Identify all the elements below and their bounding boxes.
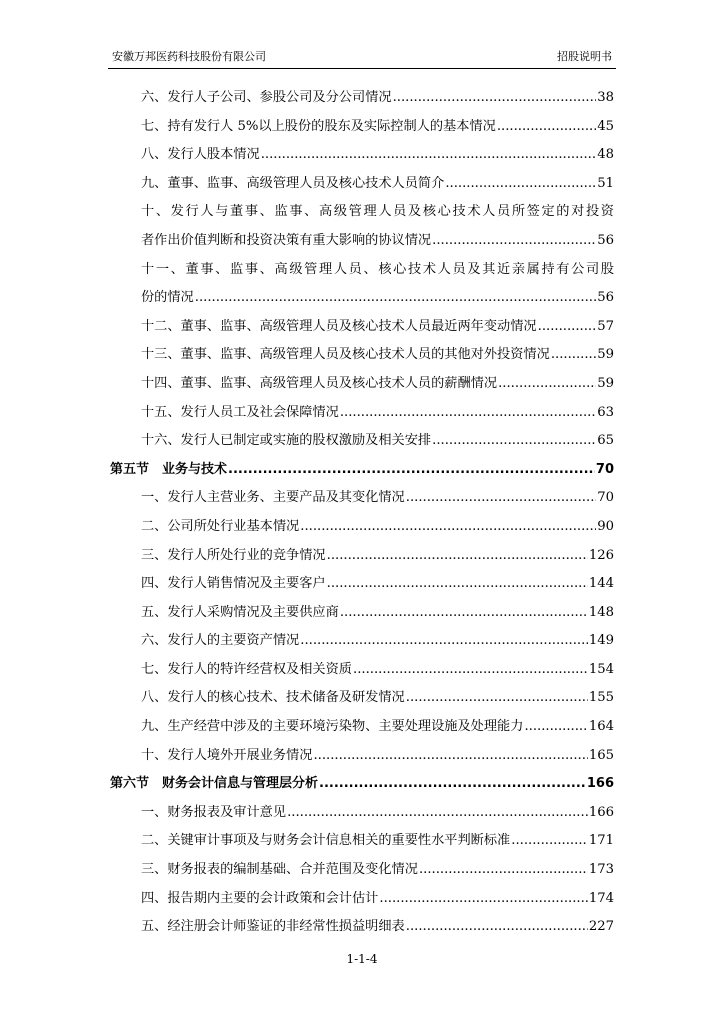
toc-entry[interactable] [110,599,614,628]
dot-leader [327,570,588,599]
toc-entry[interactable] [110,141,614,170]
toc-entry-title: 九、董事、监事、高级管理人员及核心技术人员简介 [141,175,445,191]
toc-entry[interactable] [110,399,614,428]
dot-leader [327,542,588,571]
toc-page-number: 57 [597,318,614,334]
dot-leader [195,284,596,313]
toc-entry-title: 份的情况 [141,290,194,306]
toc-entry[interactable] [110,370,614,399]
toc-entry-title: 七、发行人的特许经营权及相关资质 [141,661,352,677]
toc-entry-title: 七、持有发行人 5%以上股份的股东及实际控制人的基本情况 [141,118,496,134]
dot-leader [393,84,597,113]
toc-entry[interactable] [110,885,614,914]
toc-entry[interactable] [110,542,614,571]
toc-entry[interactable] [110,341,614,370]
toc-entry[interactable] [110,313,614,342]
toc-entry[interactable] [110,799,614,828]
toc-chapter[interactable] [110,456,614,485]
toc-entry-title: 十二、董事、监事、高级管理人员及核心技术人员最近两年变动情况 [141,318,537,334]
toc-page-number: 166 [586,776,614,792]
toc-page-number: 126 [588,547,614,563]
toc-entry-title: 一、财务报表及审计意见 [141,804,287,820]
page-header [108,46,616,69]
dot-leader [379,885,587,914]
toc-entry-title: 一、发行人主营业务、主要产品及其变化情况 [141,490,405,506]
toc-entry[interactable] [110,198,614,227]
toc-entry-title: 第五节 业务与技术 [110,461,228,477]
toc-page-number: 154 [588,661,614,677]
toc-page-number: 144 [588,576,614,592]
toc-page-number: 70 [597,490,614,506]
company-name: 安徽万邦医药科技股份有限公司 [112,50,266,63]
toc-page-number: 173 [588,862,614,878]
toc-entry-title: 五、经注册会计师鉴证的非经常性损益明细表 [141,919,405,935]
toc-page-number: 149 [588,633,614,649]
toc-page-number: 45 [597,118,614,134]
toc-entry-title: 第六节 财务会计信息与管理层分析 [110,776,319,792]
toc-entry[interactable] [110,427,614,456]
toc-entry-title: 十六、发行人已制定或实施的股权激励及相关安排 [141,433,432,449]
dot-leader [313,742,587,771]
toc-page-number: 148 [588,604,614,620]
dot-leader [551,341,596,370]
toc-page-number: 90 [597,518,614,534]
toc-entry[interactable] [110,913,614,942]
toc-page-number: 174 [588,890,614,906]
toc-entry[interactable] [110,713,614,742]
toc-entry-title: 五、发行人采购情况及主要供应商 [141,604,339,620]
dot-leader [340,399,596,428]
toc-entry[interactable] [110,684,614,713]
dot-leader [287,799,588,828]
dot-leader [353,656,588,685]
dot-leader [300,627,588,656]
dot-leader [524,713,587,742]
dot-leader [340,599,588,628]
toc-entry[interactable] [110,170,614,199]
dot-leader [406,913,588,942]
dot-leader [432,427,596,456]
toc-page-number: 171 [588,833,614,849]
toc-entry[interactable] [110,627,614,656]
toc-entry-title: 三、发行人所处行业的竞争情况 [141,547,326,563]
toc-entry-title: 十三、董事、监事、高级管理人员及核心技术人员的其他对外投资情况 [141,347,550,363]
toc-entry-title: 四、报告期内主要的会计政策和会计估计 [141,890,379,906]
toc-entry-title: 十一、董事、监事、高级管理人员、核心技术人员及其近亲属持有公司股 [141,261,614,277]
toc-page-number: 63 [597,404,614,420]
toc-entry[interactable] [110,284,614,313]
toc-page-number: 227 [588,919,614,935]
toc-entry[interactable] [110,84,614,113]
toc-entry-title: 十四、董事、监事、高级管理人员及核心技术人员的薪酬情况 [141,375,498,391]
toc-page-number: 38 [597,90,614,105]
toc-page-number: 166 [588,804,614,820]
toc-entry[interactable] [110,256,614,285]
toc-entry[interactable] [110,856,614,885]
toc-entry-title: 九、生产经营中涉及的主要环境污染物、主要处理设施及处理能力 [141,719,524,735]
dot-leader [419,856,588,885]
toc-entry-title: 四、发行人销售情况及主要客户 [141,576,326,592]
dot-leader [406,684,588,713]
toc-entry-title: 者作出价值判断和投资决策有重大影响的协议情况 [141,232,432,248]
toc-entry[interactable] [110,656,614,685]
dot-leader [432,227,596,256]
dot-leader [261,141,597,170]
toc-entry[interactable] [110,113,614,142]
toc-page-number: 165 [588,747,614,763]
dot-leader [228,456,595,485]
toc-entry-title: 三、财务报表的编制基础、合并范围及变化情况 [141,862,418,878]
toc-entry[interactable] [110,570,614,599]
dot-leader [445,170,596,199]
toc-entry[interactable] [110,827,614,856]
toc-entry[interactable] [110,742,614,771]
toc-entry-title: 二、公司所处行业基本情况 [141,518,300,534]
toc-entry-title: 十五、发行人员工及社会保障情况 [141,404,339,420]
toc-entry-title: 六、发行人子公司、参股公司及分公司情况 [141,90,392,105]
toc-page-number: 59 [597,347,614,363]
dot-leader [300,513,596,542]
dot-leader [511,827,588,856]
dot-leader [497,113,596,142]
toc-entry-title: 八、发行人股本情况 [141,147,260,163]
toc-page-number: 65 [597,433,614,449]
toc-page-number: 59 [597,375,614,391]
toc-entry-title: 十、发行人与董事、监事、高级管理人员及核心技术人员所签定的对投资 [141,204,614,220]
toc-entry[interactable] [110,513,614,542]
toc-page-number: 48 [597,147,614,163]
toc-entry-title: 八、发行人的核心技术、技术储备及研发情况 [141,690,405,706]
dot-leader [538,313,597,342]
toc-page-number: 70 [595,461,614,477]
toc-entry-title: 二、关键审计事项及与财务会计信息相关的重要性水平判断标准 [141,833,511,849]
toc-page-number: 164 [588,719,614,735]
toc-page-number: 56 [597,290,614,306]
toc-page-number: 155 [588,690,614,706]
table-of-contents [110,84,614,942]
toc-page-number: 56 [597,232,614,248]
toc-entry[interactable] [110,227,614,256]
dot-leader [319,770,586,799]
toc-entry-title: 六、发行人的主要资产情况 [141,633,300,649]
page-number: 1-1-4 [346,952,378,966]
toc-page-number: 51 [597,175,614,191]
toc-chapter[interactable] [110,770,614,799]
toc-entry-title: 十、发行人境外开展业务情况 [141,747,313,763]
toc-entry[interactable] [110,484,614,513]
dot-leader [406,484,596,513]
dot-leader [498,370,596,399]
document-type: 招股说明书 [557,50,612,63]
